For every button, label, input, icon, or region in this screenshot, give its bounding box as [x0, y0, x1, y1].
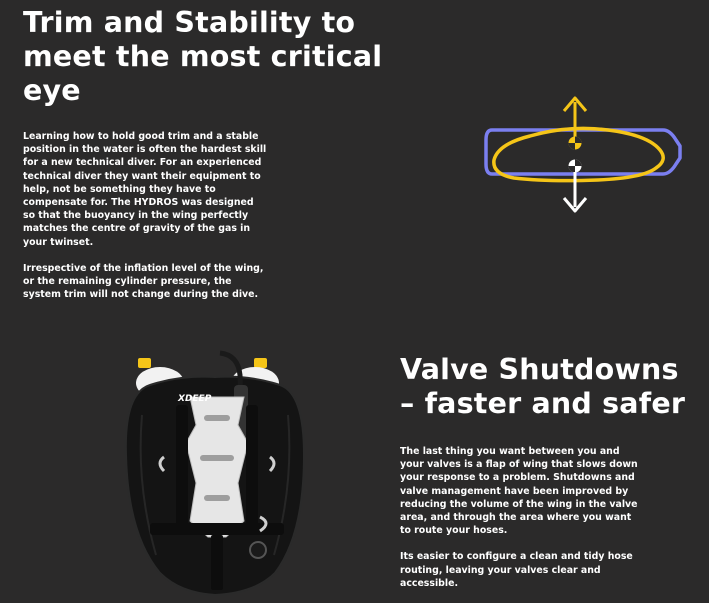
valve-section-body	[400, 445, 640, 590]
valve-section-title: Valve Shutdowns – faster and safer	[400, 353, 686, 420]
dump-valve	[250, 542, 266, 558]
right-shoulder-strap	[246, 405, 258, 525]
crotch-strap	[211, 535, 223, 590]
trim-diagram-icon	[478, 92, 688, 217]
trim-section-title: Trim and Stability to meet the most critical eye	[23, 6, 383, 107]
cylinder-outline	[486, 130, 680, 174]
trim-paragraph-2: Irrespective of the inflation level of the wing, or the remaining cylinder pressure, the system trim will not change during the dive.	[23, 262, 264, 301]
trim-paragraph-1: Learning how to hold good trim and a stable position in the water is often the hardest skill for a new technical diver. For an experienced technical diver they want their equipment to help, not be something they have to compensate for. The HYDROS was designed so that the buoyancy in the wing perfectly matches the centre of gravity of the gas in your twinset.	[23, 131, 267, 248]
right-valve-cap	[254, 358, 267, 368]
trim-section-body	[23, 130, 268, 301]
centre-of-buoyancy-marker	[569, 137, 582, 150]
valve-paragraph-2: Its easier to configure a clean and tidy hose routing, leaving your valves clear and accessible.	[400, 551, 633, 589]
left-valve-cap	[138, 358, 151, 368]
valve-paragraph-1: The last thing you want between you and your valves is a flap of wing that slows down your response to a problem. Shutdowns and valve management have been improved by reducing the volume of the wing in the valve area, and through the area where you want to route your hoses.	[400, 446, 638, 537]
brand-logo: XDEEP	[178, 394, 212, 404]
bcd-wing-image	[120, 345, 310, 603]
centre-of-gravity-marker	[569, 160, 582, 173]
left-shoulder-strap	[176, 405, 188, 525]
